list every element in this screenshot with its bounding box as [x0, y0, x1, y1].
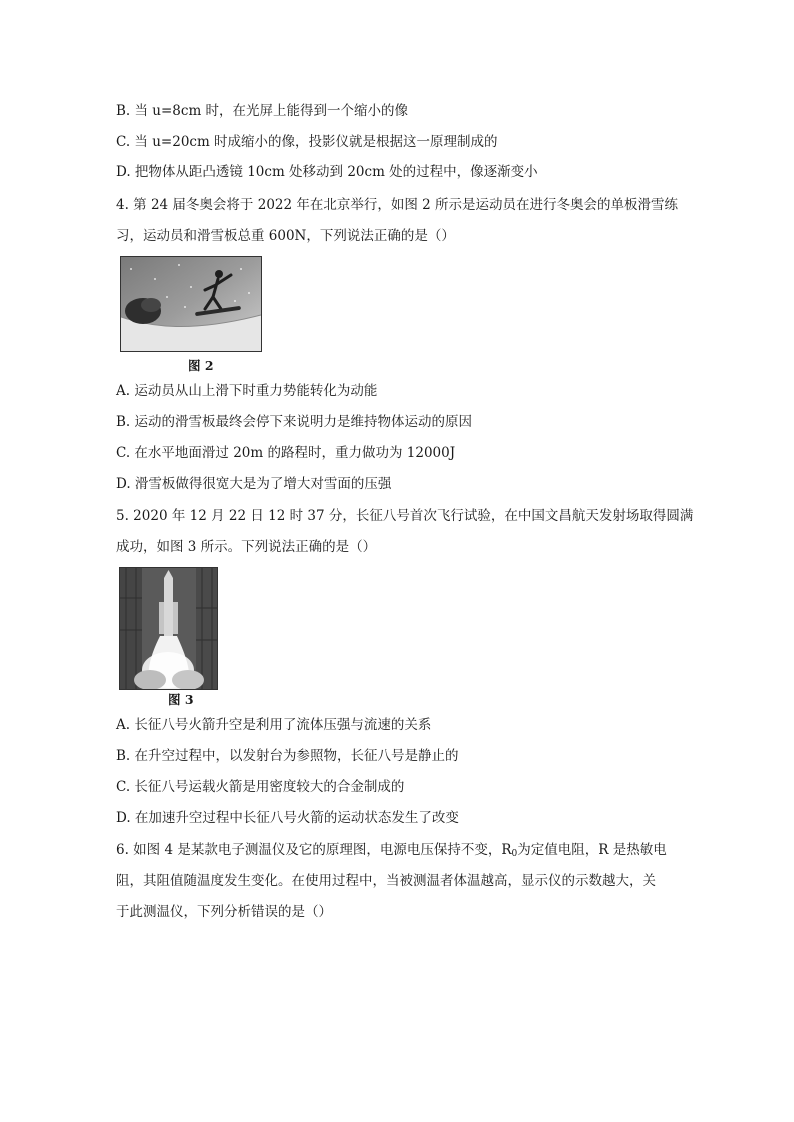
q3-option-c: C. 当 u=20cm 时成缩小的像，投影仪就是根据这一原理制成的	[116, 134, 498, 150]
r0-subscript: 0	[511, 849, 518, 859]
q4-option-d: D. 滑雪板做得很宽大是为了增大对雪面的压强	[116, 476, 392, 492]
q5-option-a: A. 长征八号火箭升空是利用了流体压强与流速的关系	[116, 717, 432, 733]
q3-option-b: B. 当 u=8cm 时，在光屏上能得到一个缩小的像	[116, 103, 409, 119]
q4-option-b: B. 运动的滑雪板最终会停下来说明力是维持物体运动的原因	[116, 414, 473, 430]
figure-3-caption: 图 3	[168, 692, 194, 707]
q4-option-a: A. 运动员从山上滑下时重力势能转化为动能	[116, 383, 378, 399]
q5-stem-line2: 成功，如图 3 所示。下列说法正确的是（）	[116, 539, 377, 555]
q6-stem-line1-part1: 6. 如图 4 是某款电子测温仪及它的原理图，电源电压保持不变，R	[116, 842, 512, 858]
rocket-launch-photo	[119, 567, 218, 690]
q4-stem-line2: 习，运动员和滑雪板总重 600N，下列说法正确的是（）	[116, 228, 455, 244]
q5-option-d: D. 在加速升空过程中长征八号火箭的运动状态发生了改变	[116, 810, 459, 826]
q6-stem-line2: 阻，其阻值随温度发生变化。在使用过程中，当被测温者体温越高，显示仪的示数越大，关	[116, 873, 656, 889]
q3-option-d: D. 把物体从距凸透镜 10cm 处移动到 20cm 处的过程中，像逐渐变小	[116, 164, 538, 180]
q5-option-b: B. 在升空过程中，以发射台为参照物，长征八号是静止的	[116, 748, 459, 764]
q6-stem-line1-part2: 为定值电阻，R 是热敏电	[517, 842, 667, 858]
q5-stem-line1: 5. 2020 年 12 月 22 日 12 时 37 分，长征八号首次飞行试验，在中国文昌航天发射场取得圆满	[116, 508, 694, 524]
q6-stem-line3: 于此测温仪，下列分析错误的是（）	[116, 904, 332, 920]
q4-stem-line1: 4. 第 24 届冬奥会将于 2022 年在北京举行，如图 2 所示是运动员在进行冬奥会的单板滑雪练	[116, 197, 679, 213]
q4-option-c: C. 在水平地面滑过 20m 的路程时，重力做功为 12000J	[116, 445, 456, 461]
figure-2-caption: 图 2	[188, 358, 214, 373]
q5-option-c: C. 长征八号运载火箭是用密度较大的合金制成的	[116, 779, 405, 795]
snowboarder-photo	[120, 256, 262, 352]
q6-stem-line1	[116, 841, 667, 863]
